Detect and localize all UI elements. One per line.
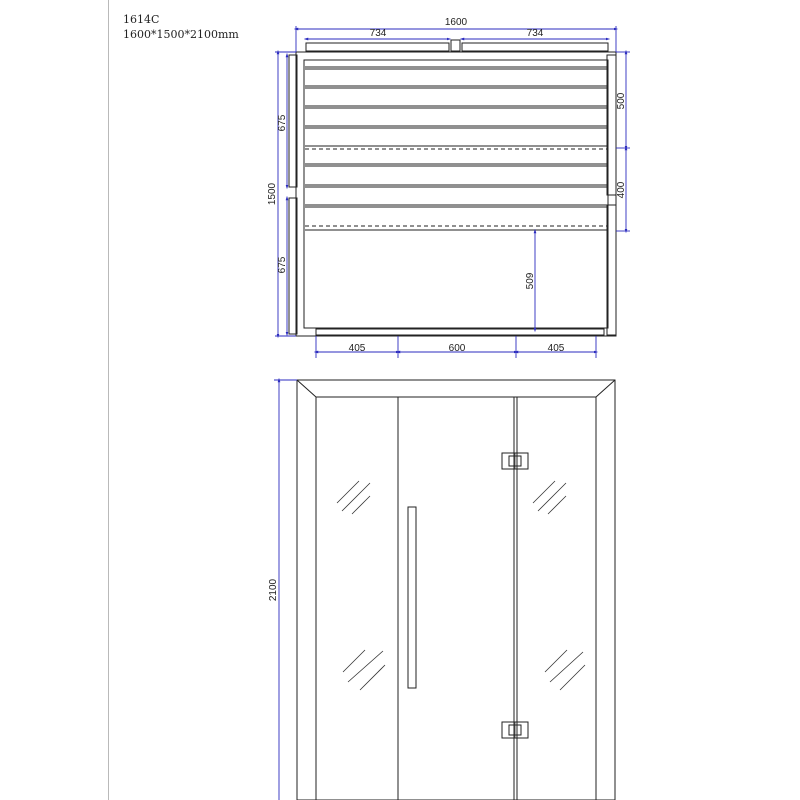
- dim-bottom-right: 405: [547, 343, 565, 354]
- hinge-icon: [502, 453, 528, 469]
- reflection-stroke: [343, 650, 365, 672]
- plan-outer-frame: [296, 52, 616, 336]
- model-dimensions: 1600*1500*2100mm: [123, 28, 239, 41]
- dim-width-left: 734: [369, 28, 387, 39]
- reflection-stroke: [348, 651, 383, 682]
- bevel-line: [596, 380, 615, 397]
- plan-inner-frame: [304, 60, 608, 328]
- dim-bottom-mid: 600: [448, 343, 466, 354]
- dim-bench-depth: 509: [525, 272, 536, 290]
- glass-reflection-icon: [545, 650, 585, 690]
- dim-height-total: 2100: [268, 578, 279, 602]
- door-handle: [408, 507, 416, 688]
- front-view: [268, 380, 615, 800]
- reflection-stroke: [360, 665, 385, 690]
- dim-bottom-left: 405: [348, 343, 366, 354]
- glass-reflection-icon: [533, 481, 566, 514]
- hinge-icon: [502, 722, 528, 738]
- dim-depth-total: 1500: [267, 182, 278, 206]
- model-number: 1614C: [123, 13, 160, 26]
- dim-width-total: 1600: [444, 17, 468, 28]
- reflection-stroke: [342, 483, 370, 511]
- top-view: [267, 17, 630, 358]
- bottom-rail: [316, 329, 604, 335]
- bevel-line: [297, 380, 316, 397]
- reflection-stroke: [545, 650, 567, 672]
- dim-depth-upper: 675: [277, 114, 288, 132]
- dim-depth-lower: 675: [277, 256, 288, 274]
- glass-reflection-icon: [343, 650, 385, 690]
- front-outer-frame: [297, 380, 615, 800]
- top-rail-joint: [451, 40, 460, 51]
- reflection-stroke: [533, 481, 555, 503]
- reflection-stroke: [337, 481, 359, 503]
- front-inner-frame: [316, 397, 596, 800]
- reflection-stroke: [560, 665, 585, 690]
- dim-right-lower: 400: [616, 181, 627, 199]
- dim-right-upper: 500: [616, 92, 627, 110]
- glass-reflection-icon: [337, 481, 370, 514]
- reflection-stroke: [550, 652, 583, 682]
- top-rail-left: [306, 43, 449, 51]
- reflection-stroke: [538, 483, 566, 511]
- dim-width-right: 734: [526, 28, 544, 39]
- top-rail-right: [462, 43, 608, 51]
